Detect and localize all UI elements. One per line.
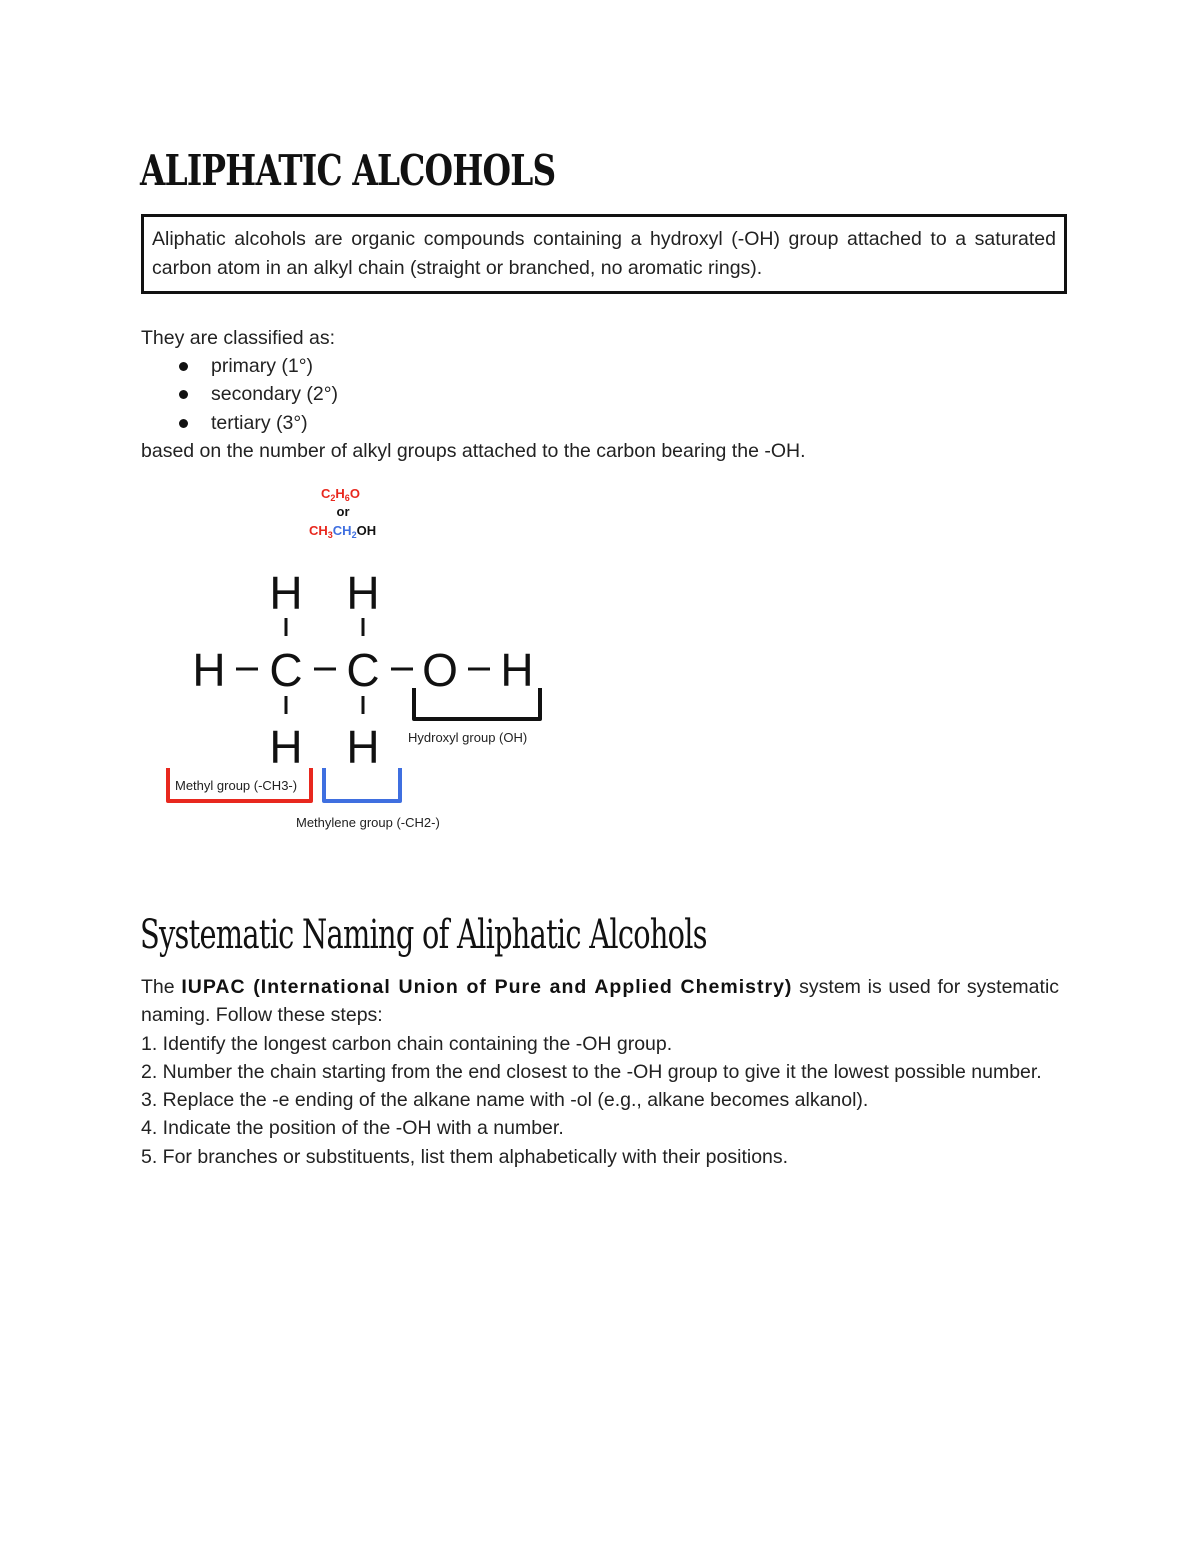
atom-c-2: C bbox=[346, 644, 380, 696]
classification-intro: They are classified as: bbox=[141, 327, 336, 349]
ethanol-structure-diagram bbox=[150, 478, 570, 850]
bullet-icon bbox=[179, 362, 188, 371]
naming-step: 3. Replace the -e ending of the alkane name with -ol (e.g., alkane becomes alkanol). bbox=[141, 1089, 869, 1112]
atom-h-left: H bbox=[192, 644, 226, 696]
section-title-aliphatic-alcohols: ALIPHATIC ALCOHOLS bbox=[140, 146, 556, 195]
iupac-bold-term: IUPAC (International Union of Pure and Applied Chemistry) bbox=[181, 976, 793, 998]
atom-h-right: H bbox=[500, 644, 534, 696]
list-item bbox=[141, 380, 338, 408]
class-tertiary: tertiary (3°) bbox=[211, 411, 308, 434]
formula-molecular: $C_2H_6O$ bbox=[321, 486, 360, 503]
atom-h-bottom-1: H bbox=[269, 721, 303, 773]
naming-step: 4. Indicate the position of the -OH with a number. bbox=[141, 1117, 564, 1140]
naming-step: 2. Number the chain starting from the end closest to the -OH group to give it the lowest possible number. bbox=[141, 1060, 1042, 1083]
class-secondary: secondary (2°) bbox=[211, 383, 339, 406]
label-methyl: Methyl group (-CH3-) bbox=[175, 778, 298, 793]
label-hydroxyl: Hydroxyl group (OH) bbox=[408, 730, 528, 745]
list-item bbox=[141, 409, 338, 437]
bullet-icon bbox=[179, 390, 188, 399]
naming-step: 1. Identify the longest carbon chain containing the -OH group. bbox=[141, 1032, 673, 1055]
atom-o: O bbox=[422, 644, 458, 696]
label-methylene: Methylene group (-CH2-) bbox=[296, 815, 440, 830]
classification-list bbox=[141, 352, 338, 437]
section-title-systematic-naming: Systematic Naming of Aliphatic Alcohols bbox=[140, 912, 707, 958]
definition-box: Aliphatic alcohols are organic compounds containing a hydroxyl (-OH) group attached to a saturated carbon atom in an alkyl chain (straight or branched, no aromatic rings). bbox=[141, 214, 1067, 294]
iupac-section bbox=[141, 973, 1059, 1171]
atom-c-1: C bbox=[269, 644, 303, 696]
atom-h-top-2: H bbox=[346, 567, 380, 619]
list-item bbox=[141, 352, 338, 380]
atom-h-top-1: H bbox=[269, 567, 303, 619]
formula-condensed: $CH_3CH_2OH$ bbox=[309, 523, 377, 540]
naming-step: 5. For branches or substituents, list them alphabetically with their positions. bbox=[141, 1145, 789, 1168]
atom-h-bottom-2: H bbox=[346, 721, 380, 773]
formula-or: or bbox=[336, 504, 350, 519]
class-primary: primary (1°) bbox=[211, 355, 314, 377]
iupac-intro: The IUPAC (International Union of Pure and Applied Chemistry) system is used for systematic naming. Follow these steps: bbox=[141, 976, 1060, 1027]
classification-outro: based on the number of alkyl groups attached to the carbon bearing the -OH. bbox=[141, 440, 806, 462]
bullet-icon bbox=[179, 419, 188, 428]
